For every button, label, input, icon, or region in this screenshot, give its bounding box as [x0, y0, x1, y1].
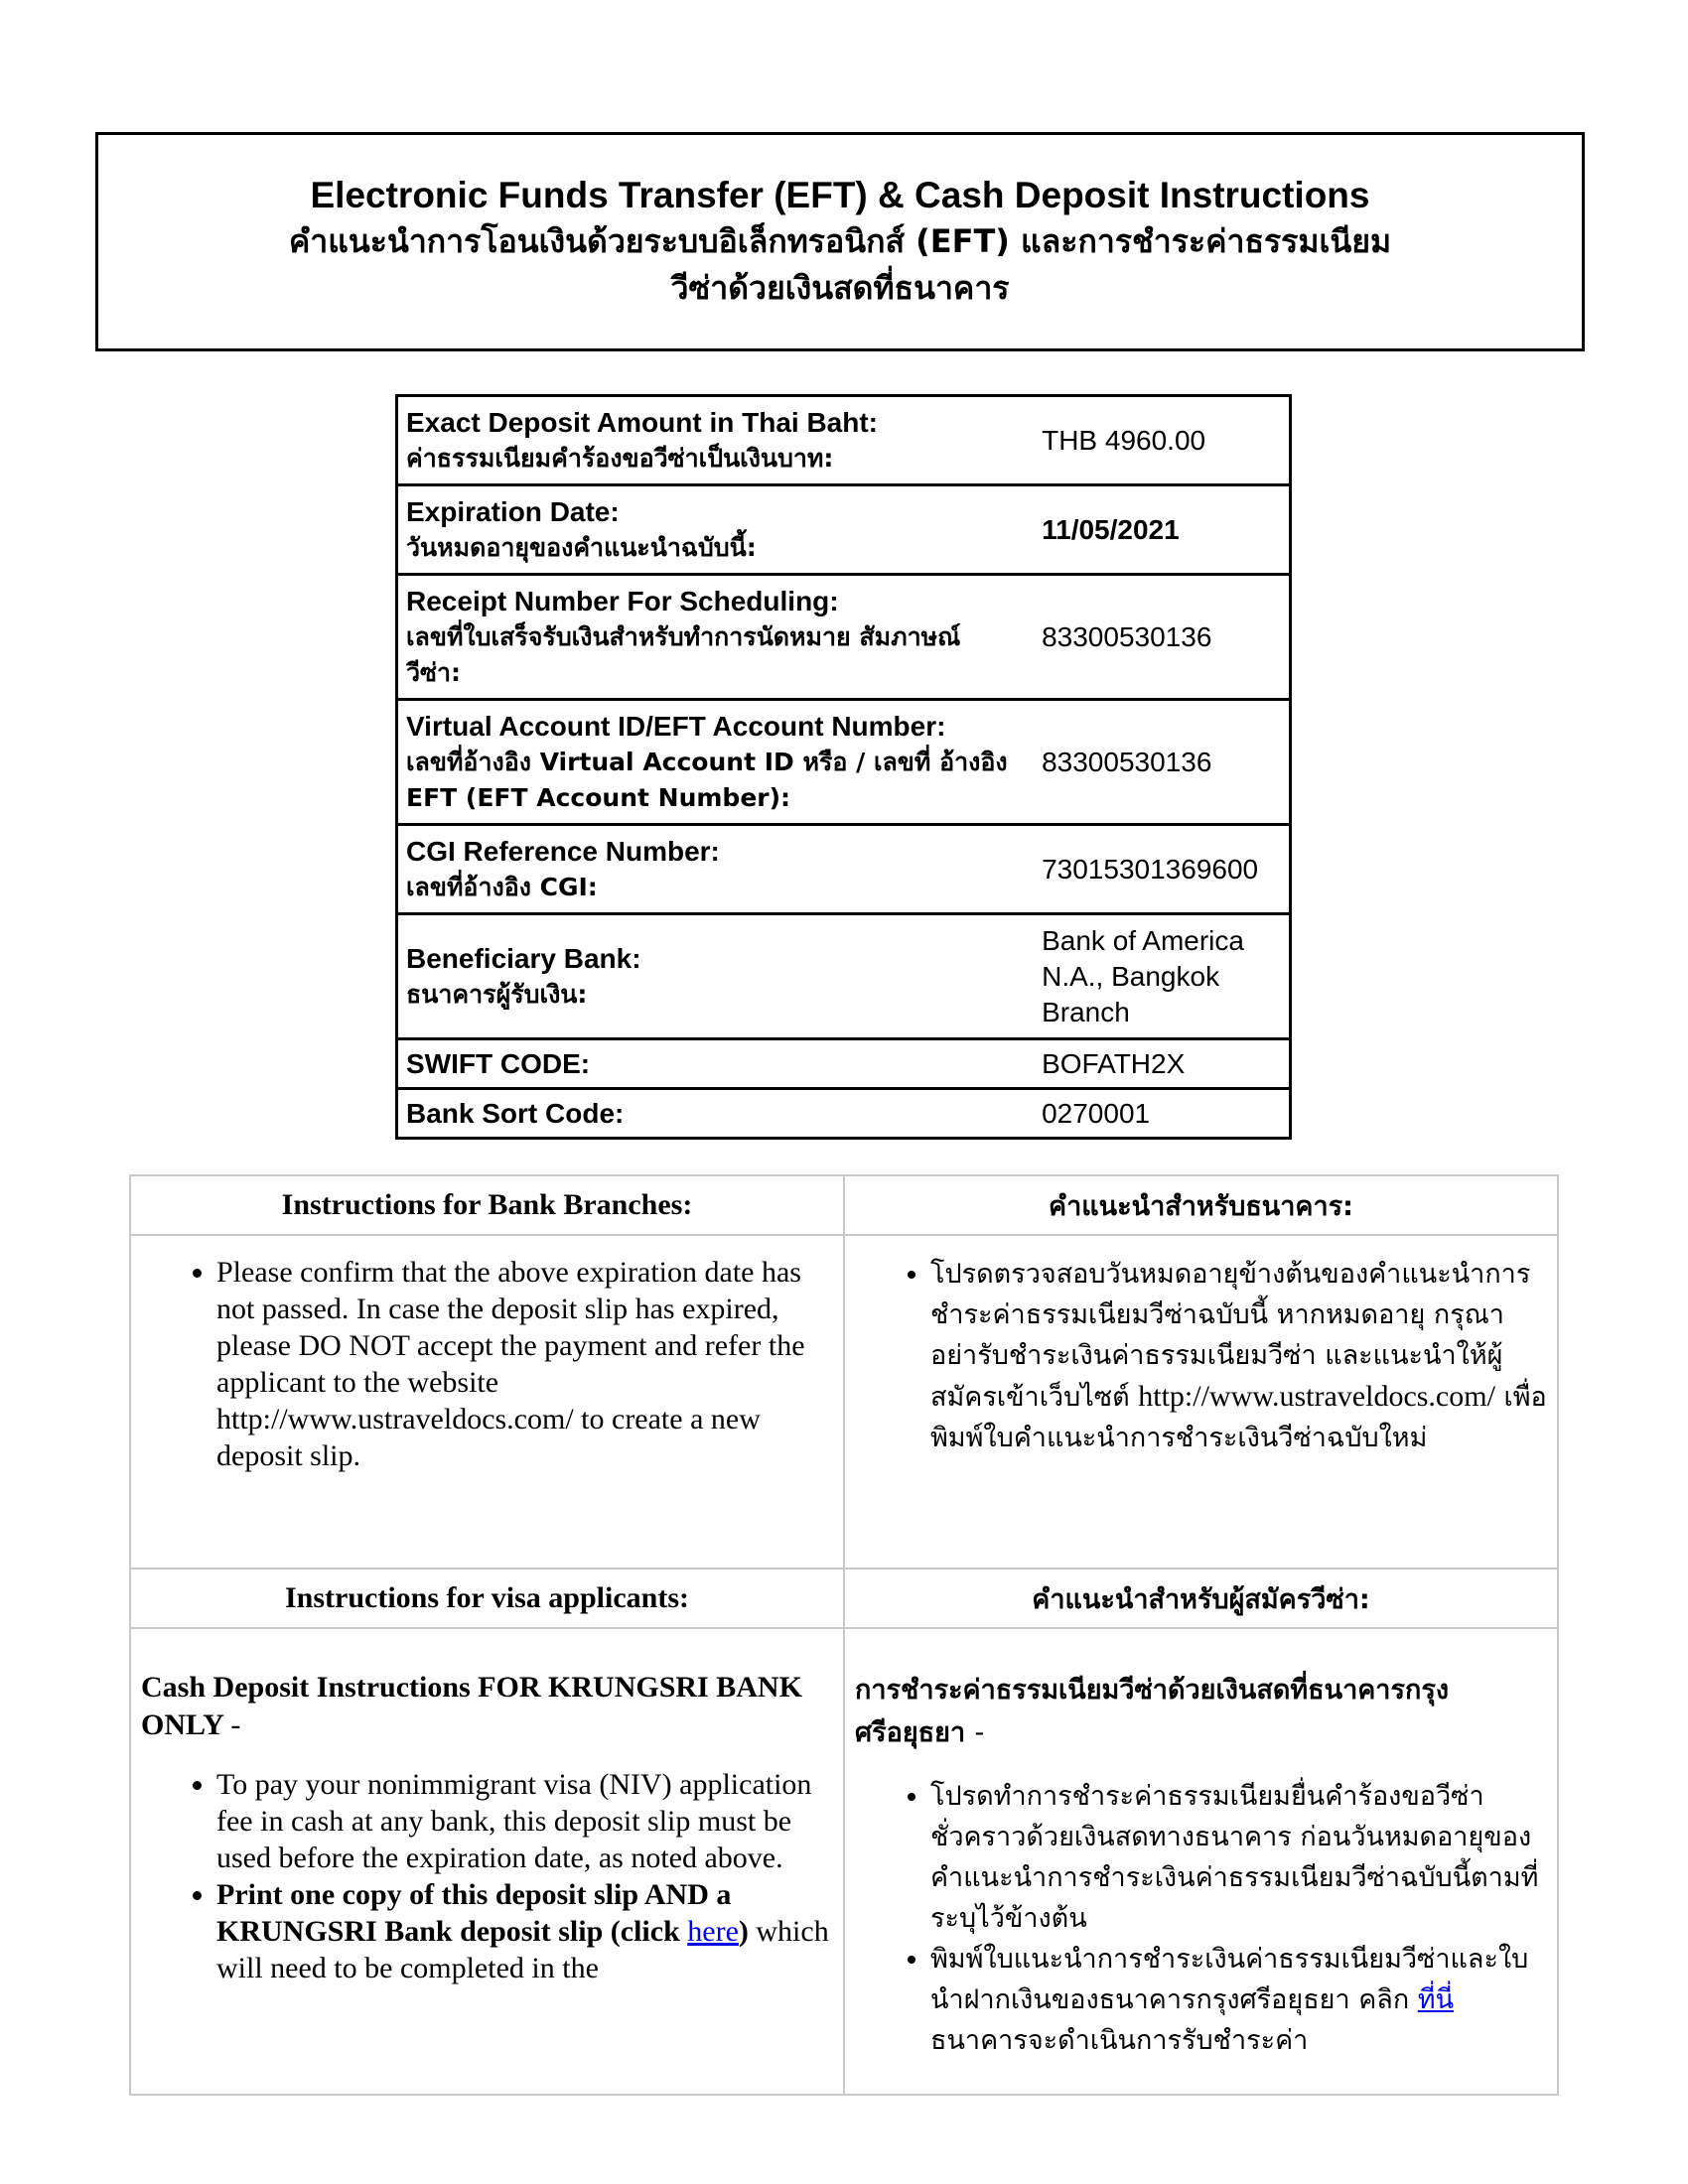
branches-header-th: คำแนะนำสำหรับธนาคาร: [844, 1175, 1558, 1235]
table-row [397, 1089, 1291, 1139]
label-en: Receipt Number For Scheduling: [406, 585, 839, 616]
table-row [397, 396, 1291, 485]
branches-text-th-2: เพื่อพิมพ์ใบคำแนะนำการชำระเงินวีซ่าฉบับใหม่ [930, 1382, 1547, 1453]
label-th: วันหมดอายุของคำแนะนำฉบับนี้: [406, 532, 757, 562]
close-paren: ) [738, 1915, 749, 1948]
table-row [130, 1235, 1558, 1569]
website-url: http://www.ustraveldocs.com/ [1138, 1380, 1495, 1413]
dash: - [230, 1708, 241, 1741]
cash-deposit-title-th: การชำระค่าธรรมเนียมวีซ่าด้วยเงินสดที่ธนาคารกรุงศรีอยุธยา [855, 1675, 1450, 1748]
applicants-list-en [141, 1766, 833, 1986]
label-en: SWIFT CODE: [406, 1047, 591, 1079]
beneficiary-bank-value: Bank of America N.A., Bangkok Branch [1022, 914, 1290, 1039]
label-en: Bank Sort Code: [406, 1097, 625, 1129]
title-box [95, 132, 1585, 351]
label-th: ค่าธรรมเนียมคำร้องขอวีซ่าเป็นเงินบาท: [406, 443, 834, 473]
expiration-date-value: 11/05/2021 [1022, 485, 1290, 575]
cgi-reference-value: 73015301369600 [1022, 825, 1290, 914]
table-row [130, 1569, 1558, 1628]
label-en: Expiration Date: [406, 495, 620, 527]
list-item [930, 1939, 1547, 2061]
page-title-thai-2: วีซ่าด้วยเงินสดที่ธนาคาร [670, 269, 1010, 307]
table-row [130, 1628, 1558, 2095]
applicants-header-en: Instructions for visa applicants: [130, 1569, 844, 1628]
table-row [397, 700, 1291, 825]
applicants-list-th [855, 1776, 1547, 2061]
label-th: เลขที่อ้างอิง Virtual Account ID หรือ / เลขที่ อ้างอิง EFT (EFT Account Number): [406, 747, 1008, 812]
receipt-number-value: 83300530136 [1022, 575, 1290, 700]
table-row [397, 914, 1291, 1039]
branches-text-th: โปรดตรวจสอบวันหมดอายุข้างต้นของคำแนะนำการชำระค่าธรรมเนียมวีซ่าฉบับนี้ หากหมดอายุ กรุณาอย่ารับชำระเงินค่าธรรมเนียมวีซ่า และแนะนำให้ผู้สมัครเข้าเว็บไซต์ [930, 1259, 1531, 1413]
branches-header-en: Instructions for Bank Branches: [130, 1175, 844, 1235]
print-instruction-th-2: ธนาคารจะดำเนินการรับชำระค่า [930, 2025, 1309, 2056]
deposit-amount-value: THB 4960.00 [1022, 396, 1290, 485]
label-en: Beneficiary Bank: [406, 942, 641, 974]
print-instruction-th: พิมพ์ใบแนะนำการชำระเงินค่าธรรมเนียมวีซ่าและใบนำฝากเงินของธนาคารกรุงศรีอยุธยา คลิก [930, 1944, 1529, 2015]
table-row [397, 485, 1291, 575]
deposit-info-table [395, 394, 1292, 1140]
branches-list-th [855, 1254, 1547, 1458]
label-en: CGI Reference Number: [406, 835, 720, 867]
print-instruction-rest: which will need to be completed in the [216, 1915, 829, 1984]
virtual-account-value: 83300530136 [1022, 700, 1290, 825]
dash: - [974, 1717, 985, 1748]
table-row [397, 575, 1291, 700]
print-instruction: Print one copy of this deposit slip AND a KRUNGSRI Bank deposit slip (click [216, 1878, 732, 1948]
applicants-header-th: คำแนะนำสำหรับผู้สมัครวีซ่า: [844, 1569, 1558, 1628]
swift-code-value: BOFATH2X [1022, 1039, 1290, 1089]
label-th: เลขที่อ้างอิง CGI: [406, 872, 598, 901]
label-en: Virtual Account ID/EFT Account Number: [406, 710, 946, 742]
label-en: Exact Deposit Amount in Thai Baht: [406, 406, 878, 438]
table-row [397, 1039, 1291, 1089]
instructions-table [129, 1174, 1559, 2096]
list-item [930, 1254, 1547, 1458]
page-title: Electronic Funds Transfer (EFT) & Cash Deposit Instructions [310, 175, 1370, 215]
list-item: • Please confirm that the above expiration date has not passed. In case the deposit slip has expired, please DO NOT accept the payment and refer the applicant to the website http://www.ustraveldocs.com/ to create a new deposit slip. [216, 1254, 833, 1474]
table-row [397, 825, 1291, 914]
list-item: • โปรดทำการชำระค่าธรรมเนียมยื่นคำร้องขอวีซ่าชั่วคราวด้วยเงินสดทางธนาคาร ก่อนวันหมดอายุของคำแนะนำการชำระเงินค่าธรรมเนียมวีซ่าฉบับนี้ตามที่ระบุไว้ข้างต้น [930, 1776, 1547, 1939]
list-item [216, 1876, 833, 1986]
table-row [130, 1175, 1558, 1235]
page-title-thai: คำแนะนำการโอนเงินด้วยระบบอิเล็กทรอนิกส์ (EFT) และการชำระค่าธรรมเนียม [288, 222, 1392, 260]
here-link[interactable]: here [687, 1915, 739, 1948]
bank-sort-code-value: 0270001 [1022, 1089, 1290, 1139]
cash-deposit-title-en: Cash Deposit Instructions FOR KRUNGSRI BANK ONLY [141, 1671, 802, 1741]
label-th: เลขที่ใบเสร็จรับเงินสำหรับทำการนัดหมาย สัมภาษณ์วีซ่า: [406, 621, 961, 687]
label-th: ธนาคารผู้รับเงิน: [406, 979, 588, 1009]
list-item: • To pay your nonimmigrant visa (NIV) application fee in cash at any bank, this deposit slip must be used before the expiration date, as noted above. [216, 1766, 833, 1876]
branches-list-en [141, 1254, 833, 1474]
here-link-th[interactable]: ที่นี่ [1417, 1984, 1455, 2015]
